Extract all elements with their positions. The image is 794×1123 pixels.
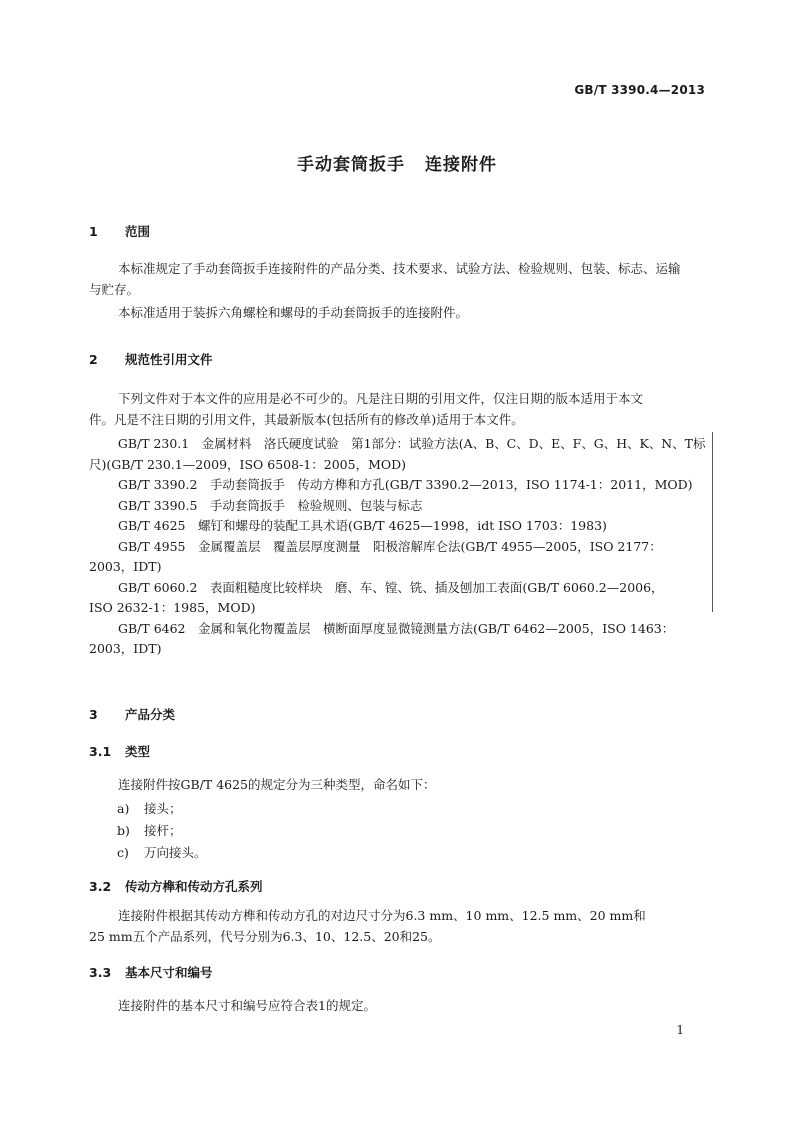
title-part-1: 手动套筒扳手: [297, 155, 405, 175]
text-line: 下列文件对于本文件的应用是必不可少的。凡是注日期的引用文件，仅注日期的版本适用于本文: [118, 391, 644, 406]
list-marker: b): [117, 823, 130, 838]
text-line: 本标准规定了手动套筒扳手连接附件的产品分类、技术要求、试验方法、检验规则、包装、标志、运输: [118, 261, 681, 276]
section-title: 类型: [125, 744, 151, 759]
list-text: 万向接头。: [144, 845, 207, 860]
section-3-heading: [89, 705, 175, 723]
section-1-paragraph-1: [89, 259, 705, 300]
list-item: [117, 821, 182, 839]
text-line: 连接附件按GB/T 4625的规定分为三种类型，命名如下：: [118, 777, 436, 792]
list-text: 接杆；: [144, 823, 182, 838]
reference-line: GB/T 4625 螺钉和螺母的装配工具术语(GB/T 4625—1998，idt ISO 1703：1983): [118, 518, 607, 533]
standard-code: GB/T 3390.4—2013: [574, 83, 705, 97]
text-line: 连接附件根据其传动方榫和传动方孔的对边尺寸分为6.3 mm、10 mm、12.5 mm、20 mm和: [118, 908, 646, 923]
section-3-2-paragraph: [89, 906, 705, 947]
list-marker: a): [117, 801, 130, 816]
list-item: [117, 799, 182, 817]
reference-line: 2003，IDT): [89, 559, 162, 574]
section-number: 3.1: [89, 744, 112, 759]
section-3-3-paragraph: [89, 996, 705, 1017]
section-title: 规范性引用文件: [125, 352, 213, 367]
section-3-3-heading: [89, 963, 213, 981]
reference-line: GB/T 6060.2 表面粗糙度比较样块 磨、车、镗、铣、插及刨加工表面(GB/T 6060.2—2006，: [118, 579, 664, 595]
document-title: [0, 150, 794, 175]
list-text: 接头；: [144, 801, 182, 816]
section-title: 传动方榫和传动方孔系列: [125, 879, 263, 894]
page-number: 1: [676, 1023, 684, 1037]
section-title: 产品分类: [125, 707, 176, 722]
reference-line: GB/T 6462 金属和氧化物覆盖层 横断面厚度显微镜测量方法(GB/T 6462—2005，ISO 1463：: [118, 620, 675, 636]
section-number: 3.3: [89, 965, 112, 980]
reference-line: GB/T 3390.2 手动套筒扳手 传动方榫和方孔(GB/T 3390.2—2013，ISO 1174-1：2011，MOD): [118, 477, 693, 492]
section-1-paragraph-2: [89, 303, 705, 324]
list-item: [117, 843, 207, 861]
section-number: 1: [89, 224, 98, 239]
reference-list: [89, 434, 705, 660]
reference-line: ISO 2632-1：1985，MOD): [89, 600, 256, 615]
text-line: 连接附件的基本尺寸和编号应符合表1的规定。: [118, 998, 376, 1013]
text-line: 与贮存。: [89, 281, 140, 297]
section-title: 范围: [125, 224, 151, 239]
section-number: 3.2: [89, 879, 112, 894]
list-marker: c): [117, 845, 129, 860]
reference-line: GB/T 230.1 金属材料 洛氏硬度试验 第1部分：试验方法(A、B、C、D、E、F、G、H、K、N、T标: [117, 436, 706, 451]
reference-line: 2003，IDT): [89, 641, 162, 656]
text-line: 本标准适用于装拆六角螺栓和螺母的手动套筒扳手的连接附件。: [118, 305, 469, 320]
section-2-intro: [89, 389, 705, 430]
section-number: 2: [89, 352, 98, 367]
text-line: 25 mm五个产品系列，代号分别为6.3、10、12.5、20和25。: [89, 928, 441, 944]
section-3-1-intro: [89, 775, 705, 796]
section-1-heading: [89, 222, 150, 240]
section-2-heading: [89, 350, 213, 368]
section-title: 基本尺寸和编号: [125, 965, 213, 980]
change-bar: [712, 432, 713, 612]
reference-line: GB/T 3390.5 手动套筒扳手 检验规则、包装与标志: [118, 497, 423, 513]
title-part-2: 连接附件: [425, 155, 497, 175]
section-number: 3: [89, 707, 98, 722]
section-3-1-heading: [89, 742, 150, 760]
reference-line: 尺)(GB/T 230.1—2009，ISO 6508-1：2005，MOD): [89, 456, 407, 472]
reference-line: GB/T 4955 金属覆盖层 覆盖层厚度测量 阳极溶解库仑法(GB/T 4955—2005，ISO 2177：: [118, 538, 662, 554]
section-3-2-heading: [89, 877, 263, 895]
text-line: 件。凡是不注日期的引用文件，其最新版本(包括所有的修改单)适用于本文件。: [89, 411, 524, 427]
